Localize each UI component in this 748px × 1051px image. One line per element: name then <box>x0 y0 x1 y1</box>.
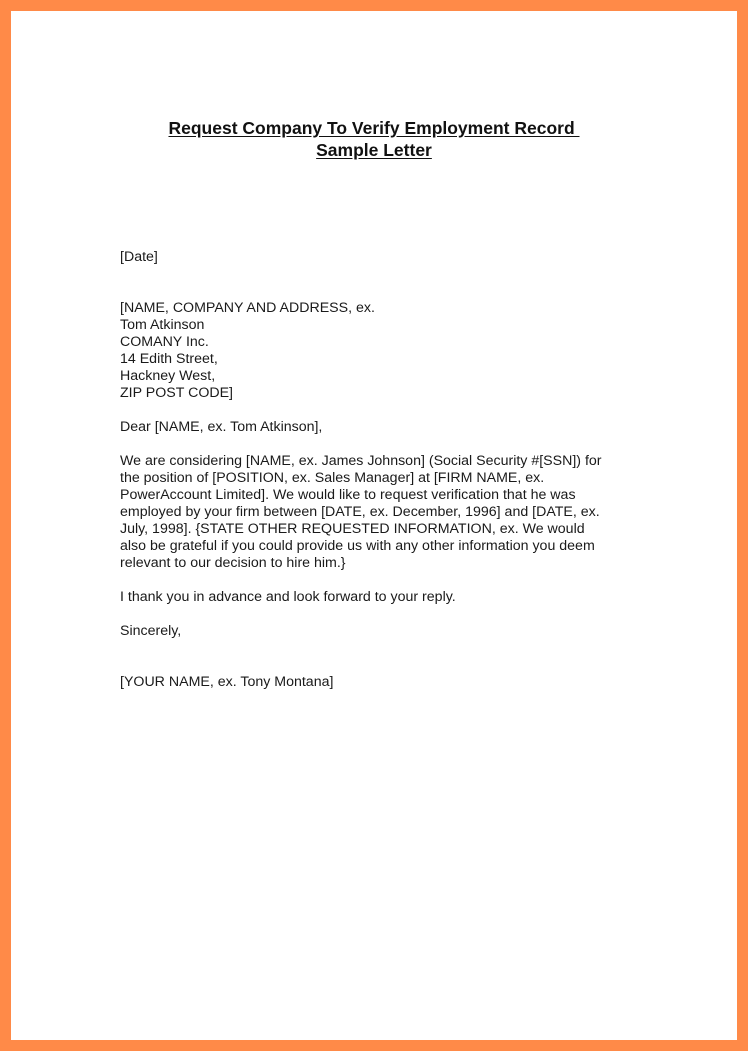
date-placeholder: [Date] <box>120 249 158 265</box>
letter-page <box>11 11 737 1040</box>
letter-body <box>120 249 640 691</box>
spacer <box>120 436 640 453</box>
spacer <box>120 572 640 589</box>
paragraph-line: relevant to our decision to hire him.} <box>120 555 346 571</box>
body-paragraph-1 <box>120 453 640 572</box>
paragraph-line: the position of [POSITION, ex. Sales Manager] at [FIRM NAME, ex. <box>120 470 545 486</box>
recipient-line: Hackney West, <box>120 368 216 384</box>
spacer <box>120 266 640 300</box>
paragraph-line: employed by your firm between [DATE, ex. December, 1996] and [DATE, ex. <box>120 504 600 520</box>
recipient-block <box>120 300 640 402</box>
salutation: Dear [NAME, ex. Tom Atkinson], <box>120 419 323 435</box>
recipient-line: ZIP POST CODE] <box>120 385 234 401</box>
recipient-line: Tom Atkinson <box>120 317 205 333</box>
paragraph-line: We are considering [NAME, ex. James Johnson] (Social Security #[SSN]) for <box>120 453 602 469</box>
recipient-line: [NAME, COMPANY AND ADDRESS, ex. <box>120 300 375 316</box>
title-line-2: Sample Letter <box>316 140 432 160</box>
title-line-1: Request Company To Verify Employment Record <box>168 118 580 138</box>
recipient-line: COMANY Inc. <box>120 334 209 350</box>
letter-title <box>11 117 737 161</box>
paragraph-line: PowerAccount Limited]. We would like to request verification that he was <box>120 487 576 503</box>
paragraph-line: also be grateful if you could provide us with any other information you deem <box>120 538 595 554</box>
signature-placeholder: [YOUR NAME, ex. Tony Montana] <box>120 674 334 690</box>
spacer <box>120 402 640 419</box>
closing: Sincerely, <box>120 623 182 639</box>
paragraph-line: July, 1998]. {STATE OTHER REQUESTED INFORMATION, ex. We would <box>120 521 585 537</box>
spacer <box>120 606 640 623</box>
body-paragraph-2: I thank you in advance and look forward to your reply. <box>120 589 456 605</box>
spacer <box>120 640 640 674</box>
recipient-line: 14 Edith Street, <box>120 351 218 367</box>
